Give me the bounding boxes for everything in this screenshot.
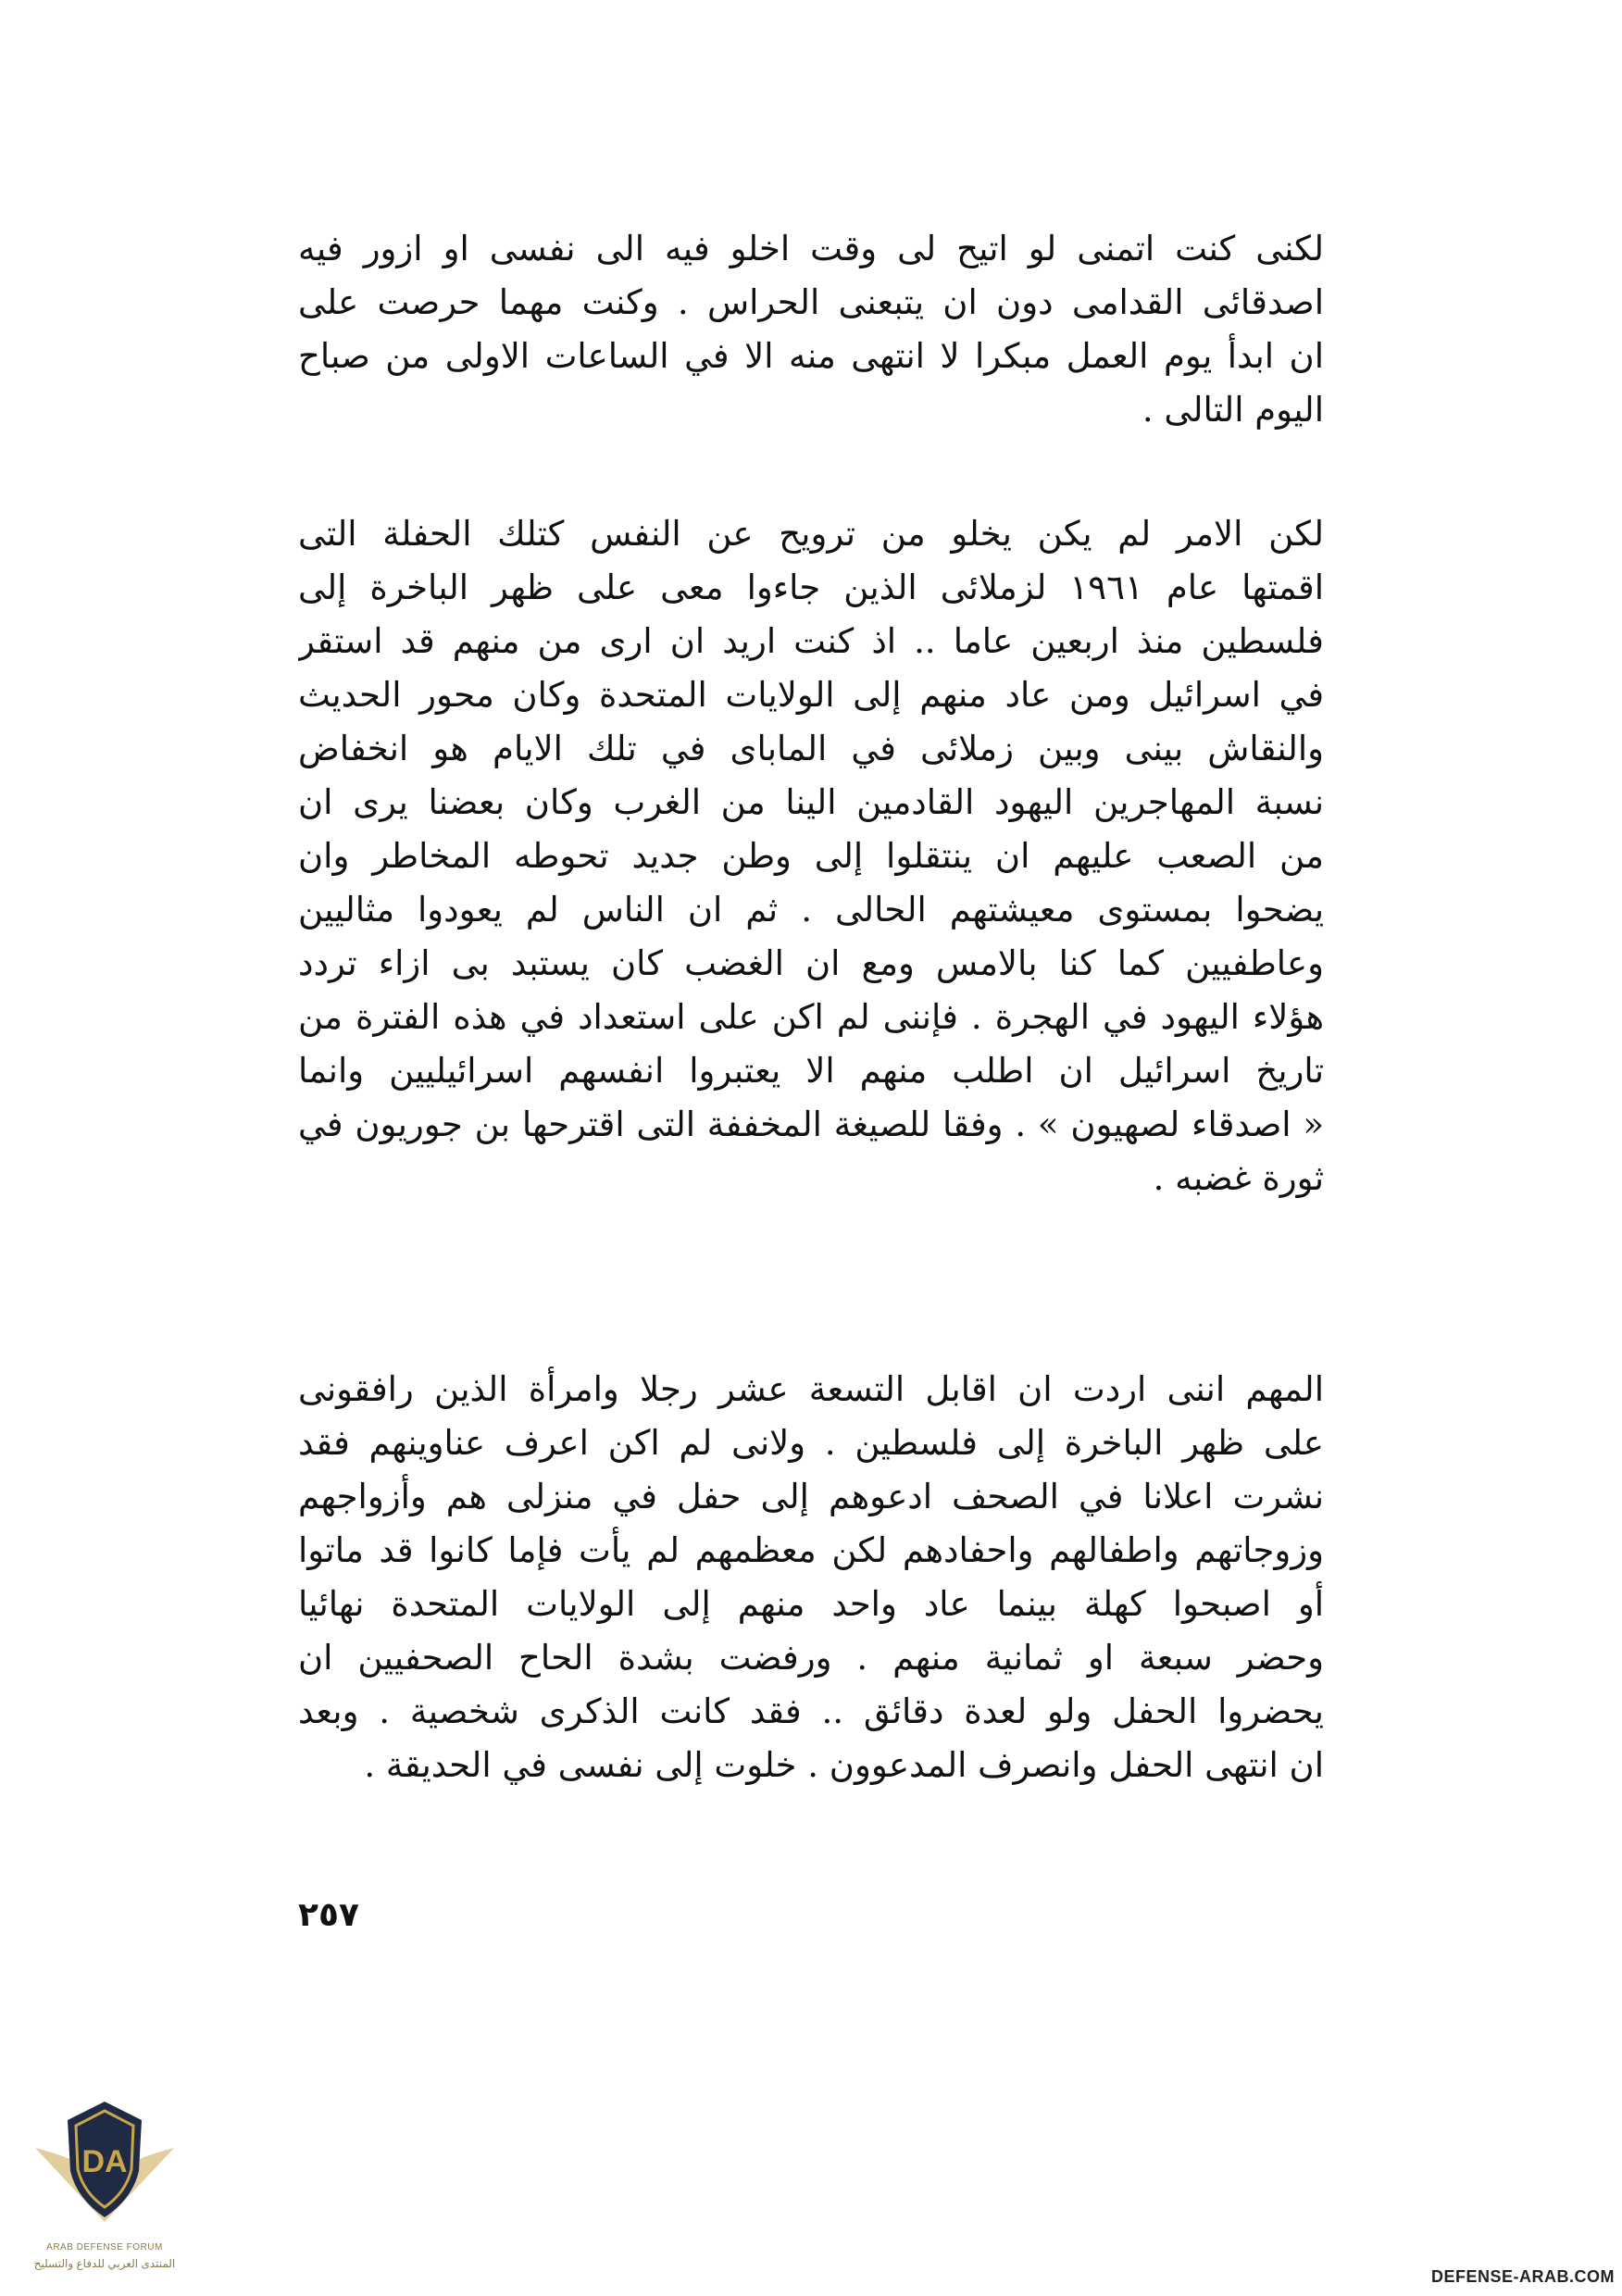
- page-number: ٢٥٧: [298, 1896, 359, 1934]
- text-line: نشرت اعلانا في الصحف ادعوهم إلى حفل في منزلى هم وأزواجهم: [298, 1477, 1324, 1516]
- text-line: اقمتها عام ١٩٦١ لزملائى الذين جاءوا معى على ظهر الباخرة إلى: [298, 568, 1324, 607]
- forum-logo: [17, 2083, 193, 2287]
- text-line: وزوجاتهم واطفالهم واحفادهم لكن معظمهم لم يأت فإما كانوا قد ماتوا: [298, 1530, 1324, 1570]
- text-line: المهم اننى اردت ان اقابل التسعة عشر رجلا وامرأة الذين رافقونى: [298, 1369, 1324, 1409]
- paragraph-2: [298, 507, 1324, 1205]
- text-line: فلسطين منذ اربعين عاما .. اذ كنت اريد ان ارى من منهم قد استقر: [298, 621, 1324, 661]
- text-line: نسبة المهاجرين اليهود القادمين الينا من الغرب وكان بعضنا يرى ان: [298, 782, 1324, 822]
- text-line: ثورة غضبه .: [1153, 1158, 1324, 1198]
- text-line: وعاطفيين كما كنا بالامس ومع ان الغضب كان يستبد بى ازاء تردد: [298, 943, 1324, 983]
- text-line: من الصعب عليهم ان ينتقلوا إلى وطن جديد تحوطه المخاطر وان: [298, 836, 1324, 876]
- winged-shield-icon: [17, 2083, 193, 2242]
- text-line: أو اصبحوا كهلة بينما عاد واحد منهم إلى الولايات المتحدة نهائيا: [298, 1584, 1324, 1624]
- text-line: هؤلاء اليهود في الهجرة . فإننى لم اكن على استعداد في هذه الفترة من: [298, 997, 1324, 1037]
- text-line: يحضروا الحفل ولو لعدة دقائق .. فقد كانت الذكرى شخصية . وبعد: [298, 1691, 1324, 1731]
- text-line: لكنى كنت اتمنى لو اتيح لى وقت اخلو فيه الى نفسى او ازور فيه: [298, 229, 1324, 268]
- text-line: لكن الامر لم يكن يخلو من ترويح عن النفس كتلك الحفلة التى: [298, 514, 1324, 554]
- logo-letters: DA: [81, 2144, 128, 2179]
- logo-caption-ar: المنتدى العربي للدفاع والتسليح: [33, 2257, 176, 2270]
- text-line: في اسرائيل ومن عاد منهم إلى الولايات المتحدة وكان محور الحديث: [298, 675, 1324, 715]
- site-watermark: DEFENSE-ARAB.COM: [1430, 2267, 1615, 2286]
- logo-caption-en: ARAB DEFENSE FORUM: [46, 2242, 163, 2252]
- text-line: ان انتهى الحفل وانصرف المدعوون . خلوت إلى نفسى في الحديقة .: [364, 1745, 1324, 1785]
- text-line: يضحوا بمستوى معيشتهم الحالى . ثم ان الناس لم يعودوا مثاليين: [298, 890, 1324, 930]
- text-line: اليوم التالى .: [1142, 390, 1324, 430]
- paragraph-1: [298, 222, 1324, 437]
- text-line: اصدقائى القدامى دون ان يتبعنى الحراس . وكنت مهما حرصت على: [298, 282, 1324, 322]
- paragraph-3: [298, 1363, 1324, 1792]
- text-line: على ظهر الباخرة إلى فلسطين . ولانى لم اكن اعرف عناوينهم فقد: [298, 1423, 1324, 1463]
- text-line: وحضر سبعة او ثمانية منهم . ورفضت بشدة الحاح الصحفيين ان: [298, 1638, 1324, 1678]
- text-line: والنقاش بينى وبين زملائى في الماباى في تلك الايام هو انخفاض: [298, 729, 1324, 768]
- text-line: تاريخ اسرائيل ان اطلب منهم الا يعتبروا انفسهم اسرائيليين وانما: [298, 1051, 1324, 1091]
- text-line: « اصدقاء لصهيون » . وفقا للصيغة المخففة التى اقترحها بن جوريون في: [298, 1104, 1324, 1144]
- text-line: ان ابدأ يوم العمل مبكرا لا انتهى منه الا في الساعات الاولى من صباح: [298, 336, 1324, 376]
